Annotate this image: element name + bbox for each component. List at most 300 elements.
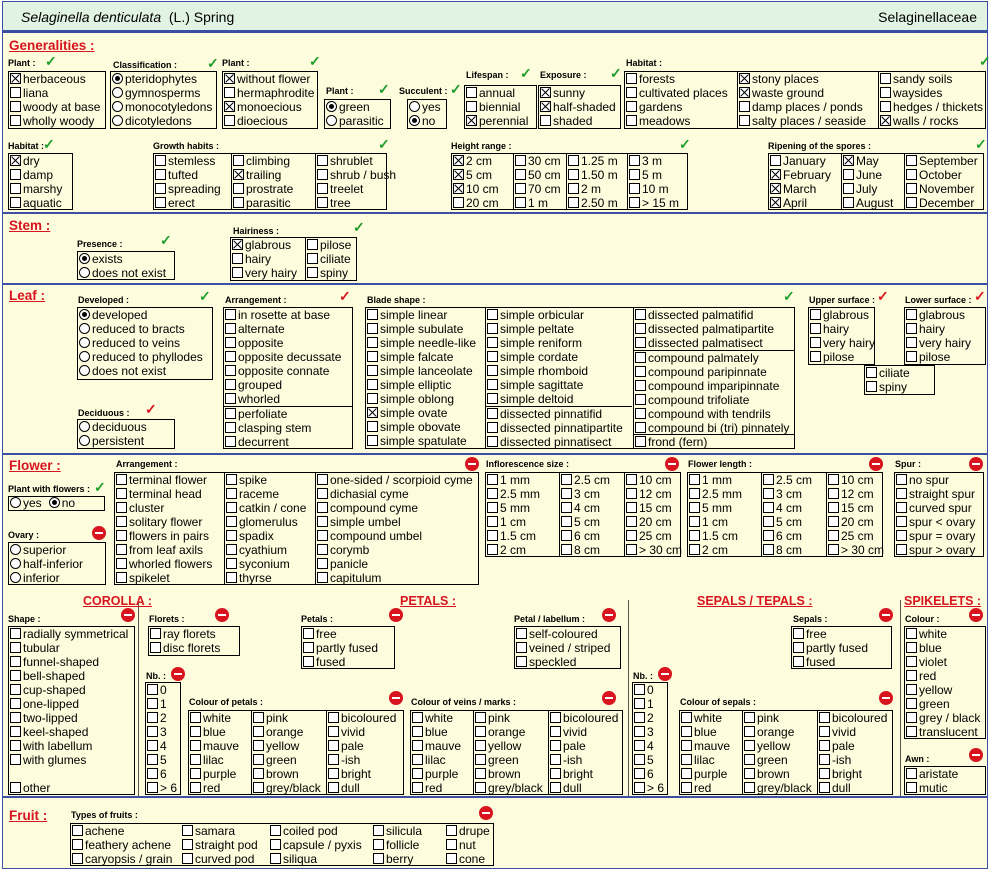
option-orange[interactable] [474,725,547,739]
option-violet[interactable] [905,655,985,669]
option-coiled-pod[interactable] [269,824,371,838]
checkbox[interactable] [793,628,804,639]
checkbox[interactable] [224,115,235,126]
checkbox[interactable] [516,642,527,653]
checkbox[interactable] [540,101,551,112]
checkbox[interactable] [866,381,877,392]
option-cup-shaped[interactable] [9,683,134,697]
option-0[interactable] [633,683,667,697]
checkbox[interactable] [626,115,637,126]
checkbox[interactable] [10,740,21,751]
option-brown[interactable] [743,767,816,781]
checkbox[interactable] [843,155,854,166]
option-spiny[interactable] [865,380,934,394]
option-orange[interactable] [252,725,325,739]
option-simple-sagittate[interactable] [486,378,632,392]
checkbox[interactable] [226,516,237,527]
option-1-5-cm[interactable] [688,529,760,543]
checkbox[interactable] [828,502,839,513]
option-5[interactable] [146,753,180,767]
option-pink[interactable] [252,711,325,725]
radio-button[interactable] [79,421,90,432]
checkbox[interactable] [10,73,21,84]
checkbox[interactable] [303,642,314,653]
option-glabrous[interactable] [905,308,985,322]
option-5[interactable] [633,753,667,767]
checkbox[interactable] [453,155,464,166]
checkbox[interactable] [635,394,646,405]
checkbox[interactable] [568,155,579,166]
option-ciliate[interactable] [306,252,356,266]
checkbox[interactable] [681,740,692,751]
radio-button[interactable] [10,558,21,569]
checkbox[interactable] [550,740,561,751]
option-blue[interactable] [189,725,250,739]
option-fused[interactable] [302,655,394,669]
option-spur-ovary[interactable] [895,529,983,543]
option-sandy-soils[interactable] [879,72,985,86]
checkbox[interactable] [635,422,646,433]
checkbox[interactable] [226,558,237,569]
radio-button[interactable] [79,309,90,320]
option-does-not-exist[interactable] [78,266,174,280]
checkbox[interactable] [906,169,917,180]
checkbox[interactable] [225,393,236,404]
checkbox[interactable] [906,726,917,737]
option-5-cm[interactable] [452,168,512,182]
option-terminal-head[interactable] [115,487,223,501]
checkbox[interactable] [487,530,498,541]
option-monoecious[interactable] [223,100,317,114]
checkbox[interactable] [116,572,127,583]
checkbox[interactable] [629,155,640,166]
option-5-cm[interactable] [560,515,623,529]
option-grey-black[interactable] [905,711,985,725]
option-free[interactable] [302,627,394,641]
radio-button[interactable] [79,351,90,362]
checkbox[interactable] [367,435,378,446]
checkbox[interactable] [689,488,700,499]
option-clasping-stem[interactable] [224,421,352,435]
checkbox[interactable] [10,684,21,695]
radio-button[interactable] [79,365,90,376]
option-march[interactable] [769,182,840,196]
option-perfoliate[interactable] [224,407,352,421]
option-1-25-m[interactable] [567,154,626,168]
checkbox[interactable] [896,488,907,499]
option-september[interactable] [905,154,983,168]
option-3-cm[interactable] [762,487,825,501]
option-spiny[interactable] [306,266,356,280]
checkbox[interactable] [906,183,917,194]
checkbox[interactable] [906,768,917,779]
checkbox[interactable] [561,502,572,513]
checkbox[interactable] [681,726,692,737]
checkbox[interactable] [150,628,161,639]
option-superior[interactable] [9,543,105,557]
option-yes[interactable] [408,100,446,114]
checkbox[interactable] [190,712,201,723]
option-red[interactable] [905,669,985,683]
checkbox[interactable] [226,544,237,555]
checkbox[interactable] [487,351,498,362]
radio-button[interactable] [79,253,90,264]
option-simple-lanceolate[interactable] [366,364,484,378]
option-wholly-woody[interactable] [9,114,105,128]
option-vivid[interactable] [818,725,892,739]
option-bright[interactable] [327,767,403,781]
option-dichasial-cyme[interactable] [316,487,478,501]
checkbox[interactable] [635,436,646,447]
checkbox[interactable] [635,366,646,377]
checkbox[interactable] [880,87,891,98]
option-raceme[interactable] [225,487,314,501]
option-10-cm[interactable] [452,182,512,196]
checkbox[interactable] [270,853,281,864]
checkbox[interactable] [72,825,83,836]
checkbox[interactable] [412,726,423,737]
radio-button[interactable] [10,544,21,555]
option-red[interactable] [411,781,472,795]
checkbox[interactable] [226,488,237,499]
option-green[interactable] [743,753,816,767]
option-partly-fused[interactable] [302,641,394,655]
option-panicle[interactable] [316,557,478,571]
option-grey-black[interactable] [474,781,547,795]
option-2-5-mm[interactable] [486,487,558,501]
option-compound-with-tendrils[interactable] [634,407,794,421]
checkbox[interactable] [412,712,423,723]
checkbox[interactable] [810,337,821,348]
checkbox[interactable] [317,502,328,513]
option-erect[interactable] [154,196,230,210]
checkbox[interactable] [744,754,755,765]
checkbox[interactable] [906,309,917,320]
checkbox[interactable] [906,323,917,334]
checkbox[interactable] [561,474,572,485]
checkbox[interactable] [634,698,645,709]
checkbox[interactable] [487,337,498,348]
checkbox[interactable] [226,572,237,583]
option-drupe[interactable] [445,824,493,838]
option-translucent[interactable] [905,725,985,739]
checkbox[interactable] [819,782,830,793]
option-2[interactable] [146,711,180,725]
option-12-cm[interactable] [625,487,680,501]
checkbox[interactable] [550,726,561,737]
option-15-cm[interactable] [625,501,680,515]
checkbox[interactable] [819,754,830,765]
option-compound-trifoliate[interactable] [634,393,794,407]
option-simple-falcate[interactable] [366,350,484,364]
checkbox[interactable] [446,839,457,850]
option-reduced-to-veins[interactable] [78,336,212,350]
radio-button[interactable] [10,572,21,583]
option-simple-umbel[interactable] [316,515,478,529]
checkbox[interactable] [810,351,821,362]
option-hairy[interactable] [231,252,304,266]
option-thyrse[interactable] [225,571,314,585]
checkbox[interactable] [182,839,193,850]
option-one-sided-scorpioid-cyme[interactable] [316,473,478,487]
option-parasitic[interactable] [232,196,314,210]
option-treelet[interactable] [316,182,386,196]
option-with-labellum[interactable] [9,739,134,753]
checkbox[interactable] [880,73,891,84]
option-3[interactable] [146,725,180,739]
option-hermaphrodite[interactable] [223,86,317,100]
checkbox[interactable] [487,323,498,334]
checkbox[interactable] [367,421,378,432]
option-yellow[interactable] [474,739,547,753]
checkbox[interactable] [880,101,891,112]
checkbox[interactable] [906,337,917,348]
option-grey-black[interactable] [743,781,816,795]
option-marshy[interactable] [9,182,72,196]
option-25-cm[interactable] [625,529,680,543]
option-2-m[interactable] [567,182,626,196]
checkbox[interactable] [828,516,839,527]
checkbox[interactable] [487,393,498,404]
checkbox[interactable] [373,825,384,836]
checkbox[interactable] [10,698,21,709]
option-without-flower[interactable] [223,72,317,86]
checkbox[interactable] [487,436,498,447]
option-flowers-in-pairs[interactable] [115,529,223,543]
checkbox[interactable] [770,183,781,194]
option-funnel-shaped[interactable] [9,655,134,669]
checkbox[interactable] [810,323,821,334]
option-june[interactable] [842,168,903,182]
option-half-inferior[interactable] [9,557,105,571]
checkbox[interactable] [253,740,264,751]
option-annual[interactable] [465,86,536,100]
checkbox[interactable] [232,267,243,278]
radio-button[interactable] [10,497,21,508]
option-compound-bi-tri-pinnately[interactable] [634,421,794,435]
checkbox[interactable] [466,101,477,112]
option-simple-peltate[interactable] [486,322,632,336]
option-ish[interactable] [818,753,892,767]
option-simple-ovate[interactable] [366,406,484,420]
checkbox[interactable] [233,169,244,180]
checkbox[interactable] [629,183,640,194]
option-simple-deltoid[interactable] [486,392,632,406]
option-spur-ovary[interactable] [895,515,983,529]
checkbox[interactable] [626,502,637,513]
option-developed[interactable] [78,308,212,322]
option-lilac[interactable] [411,753,472,767]
option-12-cm[interactable] [827,487,882,501]
option-tree[interactable] [316,196,386,210]
option-spadix[interactable] [225,529,314,543]
option-30-cm[interactable] [827,543,885,557]
checkbox[interactable] [116,530,127,541]
checkbox[interactable] [116,474,127,485]
option-5-m[interactable] [628,168,687,182]
checkbox[interactable] [233,183,244,194]
checkbox[interactable] [843,169,854,180]
checkbox[interactable] [317,558,328,569]
checkbox[interactable] [367,379,378,390]
checkbox[interactable] [906,670,917,681]
checkbox[interactable] [896,530,907,541]
checkbox[interactable] [634,768,645,779]
checkbox[interactable] [568,183,579,194]
checkbox[interactable] [190,754,201,765]
option-25-cm[interactable] [827,529,882,543]
checkbox[interactable] [367,309,378,320]
checkbox[interactable] [253,712,264,723]
checkbox[interactable] [466,87,477,98]
checkbox[interactable] [568,197,579,208]
checkbox[interactable] [561,544,572,555]
option-inferior[interactable] [9,571,105,585]
checkbox[interactable] [819,768,830,779]
option-50-cm[interactable] [514,168,565,182]
option-spur-ovary[interactable] [895,543,983,557]
checkbox[interactable] [155,169,166,180]
option-spikelet[interactable] [115,571,223,585]
checkbox[interactable] [225,337,236,348]
checkbox[interactable] [233,197,244,208]
option-very-hairy[interactable] [231,266,304,280]
option-caryopsis-grain[interactable] [71,852,180,866]
checkbox[interactable] [540,87,551,98]
checkbox[interactable] [446,853,457,864]
option-dissected-palmatipartite[interactable] [634,322,794,336]
option-with-glumes[interactable] [9,753,134,767]
option-brown[interactable] [252,767,325,781]
checkbox[interactable] [763,474,774,485]
option-6-cm[interactable] [762,529,825,543]
option-shrub-bush[interactable] [316,168,397,182]
checkbox[interactable] [487,516,498,527]
checkbox[interactable] [626,87,637,98]
option-grouped[interactable] [224,378,352,392]
checkbox[interactable] [225,365,236,376]
option-8-cm[interactable] [560,543,623,557]
checkbox[interactable] [763,544,774,555]
checkbox[interactable] [253,782,264,793]
option-parasitic[interactable] [325,114,390,128]
checkbox[interactable] [328,740,339,751]
option-perennial[interactable] [465,114,536,128]
option-30-cm[interactable] [514,154,565,168]
option-green[interactable] [252,753,325,767]
option-stony-places[interactable] [738,72,877,86]
checkbox[interactable] [896,544,907,555]
option-october[interactable] [905,168,983,182]
checkbox[interactable] [253,768,264,779]
option-15-cm[interactable] [827,501,882,515]
checkbox[interactable] [739,73,750,84]
option-damp-places-ponds[interactable] [738,100,877,114]
option-dissected-pinnatisect[interactable] [486,435,632,449]
checkbox[interactable] [10,155,21,166]
checkbox[interactable] [412,740,423,751]
option-blue[interactable] [680,725,741,739]
checkbox[interactable] [681,782,692,793]
checkbox[interactable] [819,712,830,723]
option-corymb[interactable] [316,543,478,557]
option-spreading[interactable] [154,182,230,196]
checkbox[interactable] [635,380,646,391]
option-yes[interactable] [9,496,42,510]
checkbox[interactable] [828,544,839,555]
checkbox[interactable] [317,474,328,485]
checkbox[interactable] [689,530,700,541]
option-hedges-thickets[interactable] [879,100,985,114]
checkbox[interactable] [843,183,854,194]
checkbox[interactable] [226,474,237,485]
checkbox[interactable] [561,516,572,527]
option-3[interactable] [633,725,667,739]
checkbox[interactable] [224,101,235,112]
radio-button[interactable] [112,73,123,84]
option-2-5-cm[interactable] [762,473,825,487]
checkbox[interactable] [10,183,21,194]
option-shrublet[interactable] [316,154,386,168]
option-no-spur[interactable] [895,473,983,487]
checkbox[interactable] [147,754,158,765]
checkbox[interactable] [906,155,917,166]
option-self-coloured[interactable] [515,627,620,641]
checkbox[interactable] [475,712,486,723]
option-waysides[interactable] [879,86,985,100]
checkbox[interactable] [373,839,384,850]
checkbox[interactable] [540,115,551,126]
checkbox[interactable] [270,839,281,850]
option-april[interactable] [769,196,840,210]
option-1[interactable] [633,697,667,711]
option-red[interactable] [189,781,250,795]
checkbox[interactable] [253,726,264,737]
checkbox[interactable] [906,712,917,723]
option-january[interactable] [769,154,840,168]
checkbox[interactable] [739,101,750,112]
option-syconium[interactable] [225,557,314,571]
checkbox[interactable] [689,516,700,527]
checkbox[interactable] [475,726,486,737]
checkbox[interactable] [906,197,917,208]
checkbox[interactable] [763,516,774,527]
checkbox[interactable] [307,253,318,264]
checkbox[interactable] [906,628,917,639]
checkbox[interactable] [116,502,127,513]
radio-button[interactable] [49,497,60,508]
checkbox[interactable] [689,502,700,513]
checkbox[interactable] [906,782,917,793]
checkbox[interactable] [317,155,328,166]
option-glabrous[interactable] [231,238,304,252]
checkbox[interactable] [770,169,781,180]
option-mauve[interactable] [411,739,472,753]
option-free[interactable] [792,627,891,641]
checkbox[interactable] [629,197,640,208]
option-liana[interactable] [9,86,105,100]
checkbox[interactable] [487,474,498,485]
checkbox[interactable] [232,253,243,264]
option-partly-fused[interactable] [792,641,891,655]
option-cultivated-places[interactable] [625,86,735,100]
checkbox[interactable] [681,754,692,765]
checkbox[interactable] [739,87,750,98]
option-straight-spur[interactable] [895,487,983,501]
option-2-50-m[interactable] [567,196,626,210]
option-very-hairy[interactable] [809,336,874,350]
option-purple[interactable] [411,767,472,781]
